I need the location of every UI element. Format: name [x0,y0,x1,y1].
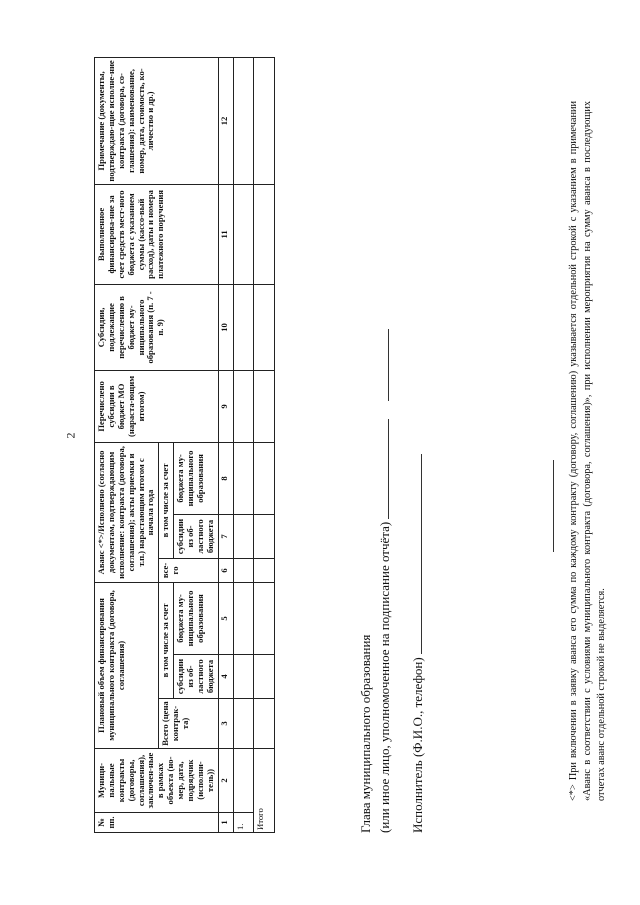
head-subtitle-row [377,329,393,833]
table-row [233,57,253,832]
column-number: 1 [218,813,233,833]
table-cell [253,558,274,582]
header-financed: Выполненное финансирова-ние за счет средств мест-ного бюджета с указанием суммы (кассо-вый расход), даты и номера платежного поручения [95,184,219,284]
table-cell [253,442,274,514]
table-cell [233,655,253,699]
head-title: Глава муниципального образования [358,634,373,833]
table-cell [233,284,253,370]
column-number: 5 [218,582,233,654]
executor-row [410,454,426,833]
column-number: 12 [218,57,233,184]
table-cell [233,442,253,514]
page-number: 2 [63,432,78,439]
table-cell [253,184,274,284]
table-cell [253,514,274,558]
table-cell [253,699,274,749]
header-plan-incl: в том числе за счет [159,582,174,698]
report-table [94,57,275,833]
column-number: 6 [218,558,233,582]
table-cell [253,370,274,442]
table-cell [253,582,274,654]
column-number: 11 [218,184,233,284]
header-advance: Аванс <*>/Исполнено (согласно документам, подтверждающим исполнение: контракта (договора, соглашения); акты приемки и т.п.) нарастающим итогом с начала года [95,442,159,582]
table-cell [233,370,253,442]
table-cell [233,582,253,654]
table-cell [253,284,274,370]
column-number: 4 [218,655,233,699]
table-cell [253,655,274,699]
total-label: Итого [253,749,274,833]
table-cell [233,749,253,813]
column-number: 3 [218,699,233,749]
header-adv-total: все-го [159,558,218,582]
header-plan-total: Всего (цена контрак-та) [159,699,218,749]
header-plan: Плановый объем финансирования муниципального контракта (договора, соглашения) [95,582,159,748]
column-number: 9 [218,370,233,442]
header-plan-regional: субсидии из об-ластного бюджета [174,655,219,699]
header-subsidy: Субсидии, подлежащие перечислению в бюджет му-ниципального образования (п. 7 - п. 9) [95,284,219,370]
footnote: <*> При включении в заявку аванса его сумма по каждому контракту (договору, соглашению) указывается отдельной строкой с указанием в примечании «Аванс в соответствии с условиями муниципального контракта (договора, соглашения)», при исполнении мероприятия на сумму аванса в последующих отчетах аванс отдельной строкой не выделяется. [568,101,607,801]
header-note: Примечание (документы, подтверждаю-щие исполне-ние контракта (договора, со-глашения): наименование, номер, дата, стоимость, ко-личество и др.) [95,57,219,184]
header-transferred: Перечислено субсидии в бюджет МО (нараста-ющим итогом) [95,370,219,442]
table-cell [233,184,253,284]
total-row [253,57,274,832]
header-contracts: Муници-пальные контракты (договоры, соглашения), заключен-ные в рамках объекта (но-мер, дата, подрядчик (исполни-тель)) [95,749,219,813]
head-subtitle: (или иное лицо, уполномоченное на подписание отчёта) [377,521,392,833]
head-signature-line [388,419,389,519]
executor-line [421,454,422,654]
footnote-separator [553,460,554,552]
table-cell [233,57,253,184]
table-cell [233,699,253,749]
column-number: 7 [218,514,233,558]
column-number: 2 [218,749,233,813]
row-number: 1. [233,813,253,833]
column-number: 10 [218,284,233,370]
header-adv-regional: субсидии из об-ластного бюджета [174,514,219,558]
header-plan-municipal: бюджета му-ниципального образования [174,582,219,654]
column-number: 8 [218,442,233,514]
table-cell [253,57,274,184]
table-cell [233,514,253,558]
column-numbers-row [218,57,233,832]
header-adv-incl: в том числе за счет [159,442,174,558]
header-adv-municipal: бюджета му-ниципального образования [174,442,219,514]
head-name-line [388,329,389,401]
header-no: № пп. [95,813,219,833]
executor-label: Исполнитель (Ф.И.О., телефон) [410,657,425,833]
table-cell [233,558,253,582]
